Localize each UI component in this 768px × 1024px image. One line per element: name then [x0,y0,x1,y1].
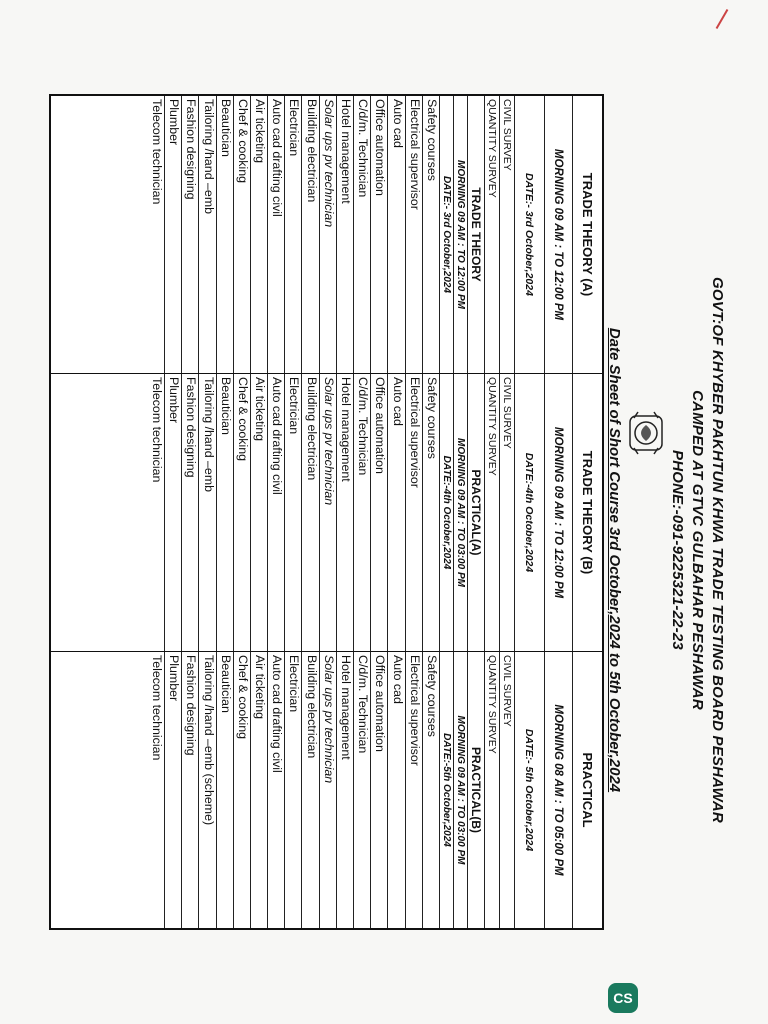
course-row: Electrical supervisor [405,652,422,928]
section-title: PRACTICAL(B) [467,652,484,928]
course-row: Telecom technician [150,99,164,205]
section-title: TRADE THEORY [467,96,484,373]
date-sheet-title: Date Sheet of Short Course 3rd October,2024 to 5th October,2024 [606,327,623,793]
course-row: Hotel management [336,652,353,928]
course-row: Hotel management [336,374,353,651]
course-row: Hotel management [336,96,353,373]
column-time: MORNING 08 AM : TO 05:00 PM [544,652,572,928]
course-row: Fashion designing [181,96,198,373]
section-date: DATE:-4th October,2024 [439,374,453,651]
camscanner-badge: CS [608,983,638,1013]
course-row: Fashion designing [181,374,198,651]
header-line-2: CAMPED AT GTVC GULBAHAR PESHAWAR [689,390,706,710]
course-row: Fashion designing [181,652,198,928]
course-row: Chef & cooking [233,96,250,373]
pen-mark [716,9,729,29]
course-row: Safety courses [422,652,439,928]
column-date: DATE:-4th October,2024 [514,374,544,651]
course-row: Tailoring /hand –emb [198,96,215,373]
column-title: TRADE THEORY (A) [572,96,602,373]
course-row: Solar ups pv technician [319,96,336,373]
survey-row: QUANTITY SURVEY [484,96,499,373]
schedule-column [51,652,602,928]
course-row: Beautician [216,374,233,651]
section-time: MORNING 09 AM : TO 12:00 PM [453,96,467,373]
section-date: DATE:- 3rd October,2024 [439,96,453,373]
course-row: Electrician [284,96,301,373]
course-row: Beautician [216,96,233,373]
section-date: DATE:-5th October,2024 [439,652,453,928]
course-row: Office automation [370,96,387,373]
course-row: Auto cad [387,96,404,373]
column-title: TRADE THEORY (B) [572,374,602,651]
course-row: Electrician [284,374,301,651]
course-row: Beautician [216,652,233,928]
header-line-3: PHONE:-091-9225321-22-23 [669,450,686,650]
course-row: Safety courses [422,96,439,373]
column-date: DATE:- 3rd October,2024 [514,96,544,373]
survey-row: CIVIL SURVEY [499,652,514,928]
course-row: Tailoring /hand –emb (scheme) [198,652,215,928]
course-row: C/d/m. Technician [353,96,370,373]
course-row: Air ticketing [250,374,267,651]
survey-row: CIVIL SURVEY [499,374,514,651]
schedule-column [51,374,602,652]
column-time: MORNING 09 AM : TO 12:00 PM [544,374,572,651]
course-row: Auto cad drafting civil [267,96,284,373]
course-row: Electrical supervisor [405,96,422,373]
course-row: Plumber [164,652,181,928]
course-row: Plumber [164,374,181,651]
column-title: PRACTICAL [572,652,602,928]
course-row: Electrician [284,652,301,928]
survey-row: CIVIL SURVEY [499,96,514,373]
course-row: Building electrician [302,96,319,373]
course-row: C/d/m. Technician [353,652,370,928]
section-title: PRACTICAL(A) [467,374,484,651]
course-row: C/d/m. Technician [353,374,370,651]
column-date: DATE:- 5th October,2024 [514,652,544,928]
course-row: Electrical supervisor [405,374,422,651]
board-logo-icon [626,408,666,458]
course-row: Office automation [370,652,387,928]
survey-row: QUANTITY SURVEY [484,652,499,928]
course-row: Air ticketing [250,96,267,373]
survey-row: QUANTITY SURVEY [484,374,499,651]
course-row: Air ticketing [250,652,267,928]
section-time: MORNING 09 AM : TO 03:00 PM [453,374,467,651]
header-line-1: GOVT:OF KHYBER PAKHTUN KHWA TRADE TESTING BOARD PESHAWAR [709,277,726,823]
course-row: Safety courses [422,374,439,651]
course-row: Solar ups pv technician [319,652,336,928]
course-row: Tailoring /hand –emb [198,374,215,651]
schedule-table [49,94,604,930]
course-row: Plumber [164,96,181,373]
course-row: Auto cad drafting civil [267,374,284,651]
course-row: Chef & cooking [233,374,250,651]
course-row: Auto cad [387,374,404,651]
course-row: Chef & cooking [233,652,250,928]
course-row: Building electrician [302,652,319,928]
course-row: Auto cad drafting civil [267,652,284,928]
course-row: Building electrician [302,374,319,651]
schedule-column [51,96,602,374]
course-row: Telecom technician [150,377,164,483]
course-row: Telecom technician [150,655,164,761]
course-row: Solar ups pv technician [319,374,336,651]
column-time: MORNING 09 AM : TO 12:00 PM [544,96,572,373]
section-time: MORNING 09 AM : TO 03:00 PM [453,652,467,928]
course-row: Office automation [370,374,387,651]
course-row: Auto cad [387,652,404,928]
